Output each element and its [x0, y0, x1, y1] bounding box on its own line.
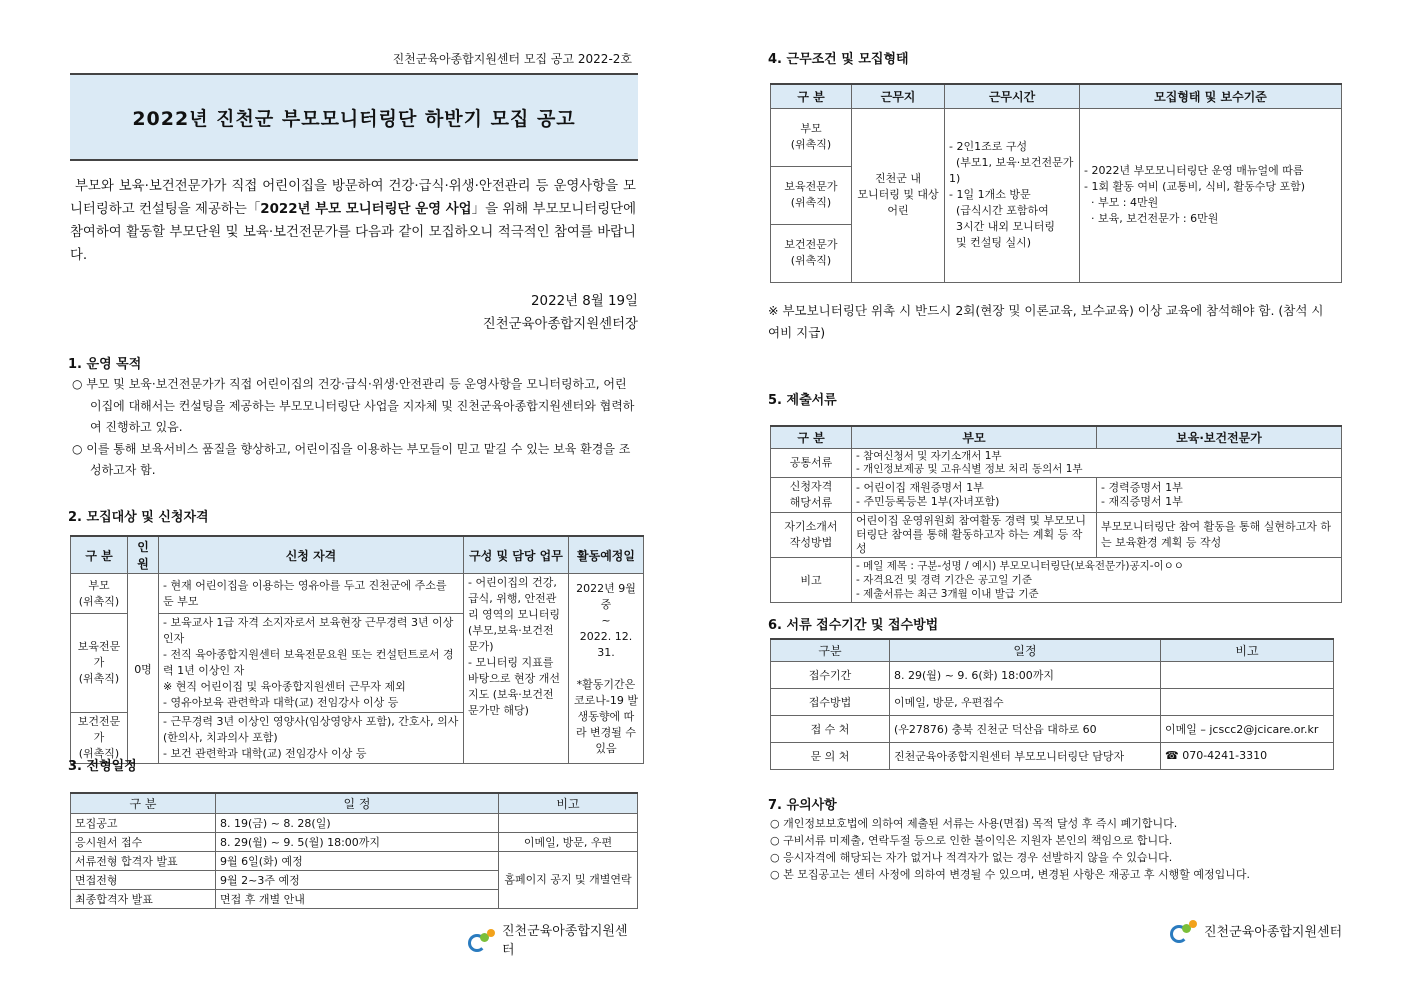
eligibility-table — [70, 535, 644, 764]
list-item: ○ 이를 통해 보육서비스 품질을 향상하고, 어린이집을 이용하는 부모들이 믿고 맡길 수 있는 보육 환경을 조성하고자 함. — [72, 441, 631, 477]
section-6-title: 6. 서류 접수기간 및 접수방법 — [768, 618, 939, 633]
table-cell: 8. 29(월) ~ 9. 6(화) 18:00까지 — [890, 661, 1161, 688]
table-cell: 보육전문가 (위촉직) — [771, 166, 852, 224]
table-cell: 부모 (위촉직) — [71, 574, 128, 614]
education-note: ※ 부모보니터링단 위촉 시 반드시 2회(현장 및 이론교육, 보수교육) 이상 교육에 참석해야 함. (참석 시 여비 지급) — [768, 303, 1324, 340]
table-header: 구분 — [771, 639, 890, 661]
table-cell: 홈페이지 공지 및 개별연락 — [499, 852, 638, 909]
table-cell: - 메일 제목 : 구분-성명 / 예시) 부모모니터링단(보육전문가)공지-이ㅇㅇ - 자격요건 및 경력 기간은 공고일 기준 - 제출서류는 최근 3개월 이내 발급 기준 — [852, 557, 1342, 602]
section-1-body — [72, 374, 638, 482]
list-item: ○ 본 모집공고는 센터 사정에 의하여 변경될 수 있으며, 변경된 사항은 재공고 후 시행할 예정입니다. — [770, 868, 1250, 881]
table-cell: 이메일, 방문, 우편접수 — [890, 688, 1161, 715]
section-2-title: 2. 모집대상 및 신청자격 — [68, 510, 209, 525]
table-cell: 보육전문가 (위촉직) — [71, 614, 128, 713]
table-header: 구 분 — [71, 536, 128, 574]
table-header: 구 분 — [71, 793, 216, 814]
table-cell: 8. 29(월) ~ 9. 5(월) 18:00까지 — [216, 833, 499, 852]
table-cell: 응시원서 접수 — [71, 833, 216, 852]
table-cell: 면접전형 — [71, 871, 216, 890]
table-cell: 비고 — [771, 557, 852, 602]
section-5-title: 5. 제출서류 — [768, 393, 837, 408]
table-cell: 진천군 내 모니터링 및 대상 어린 — [852, 108, 945, 282]
table-cell: 최종합격자 발표 — [71, 890, 216, 909]
table-cell: 어린이집 운영위원회 참여활동 경력 및 부모모니터링단 참여를 통해 활동하고자 하는 계획 등 작성 — [852, 512, 1097, 557]
notice-date: 2022년 8월 19일 — [531, 294, 638, 309]
contact-email[interactable]: 이메일 – jcscc2@jcicare.or.kr — [1161, 715, 1334, 742]
documents-table — [770, 425, 1342, 603]
notice-org: 진천군육아종합지원센터장 — [482, 317, 638, 332]
table-cell: 0명 — [128, 574, 159, 764]
footer — [468, 920, 640, 958]
schedule-table — [70, 792, 638, 909]
table-cell: 부모 (위촉직) — [771, 108, 852, 166]
table-header: 신청 자격 — [159, 536, 464, 574]
table-header: 활동예정일 — [569, 536, 644, 574]
table-cell: 자기소개서 작성방법 — [771, 512, 852, 557]
table-cell: 진천군육아종합지원센터 부모모니터링단 담당자 — [890, 742, 1161, 769]
table-cell: - 보육교사 1급 자격 소지자로서 보육현장 근무경력 3년 이상인자 - 전직 육아종합지원센터 보육전문요원 또는 컨설턴트로서 경력 1년 이상인 자 ※ 현직 어린이집 및 육아종합지원센터 근무자 제외 - 영유아보육 관련학과 대학(교) 전임강사 이상 등 — [159, 614, 464, 713]
table-cell: 신청자격 해당서류 — [771, 477, 852, 512]
table-cell — [1161, 661, 1334, 688]
table-cell: 보건전문가 (위촉직) — [771, 224, 852, 282]
section-3-title: 3. 전형일정 — [68, 759, 137, 774]
table-header: 모집형태 및 보수기준 — [1080, 84, 1342, 108]
list-item: ○ 응시자격에 해당되는 자가 없거나 적격자가 없는 경우 선발하지 않을 수 있습니다. — [770, 851, 1173, 864]
table-header: 구 분 — [771, 84, 852, 108]
table-cell: 8. 19(금) ~ 8. 28(일) — [216, 814, 499, 833]
contact-phone: ☎ 070-4241-3310 — [1161, 742, 1334, 769]
table-header: 비고 — [499, 793, 638, 814]
table-cell — [1161, 688, 1334, 715]
table-header: 인원 — [128, 536, 159, 574]
footer — [1170, 920, 1342, 940]
table-cell: - 어린이집 재원증명서 1부 - 주민등록등본 1부(자녀포함) — [852, 477, 1097, 512]
center-logo-icon — [468, 929, 498, 949]
table-cell: 접수방법 — [771, 688, 890, 715]
table-header: 일정 — [890, 639, 1161, 661]
table-cell: (우27876) 충북 진천군 덕산읍 대하로 60 — [890, 715, 1161, 742]
table-cell: 9월 6일(화) 예정 — [216, 852, 499, 871]
left-page — [70, 0, 640, 992]
table-cell: 접수기간 — [771, 661, 890, 688]
list-item: ○ 구비서류 미제출, 연락두절 등으로 인한 불이익은 지원자 본인의 책임으로 합니다. — [770, 834, 1173, 847]
notice-list — [770, 815, 1340, 883]
table-cell: - 참여신청서 및 자기소개서 1부 - 개인정보제공 및 고유식별 정보 처리 동의서 1부 — [852, 448, 1342, 477]
table-cell: 공통서류 — [771, 448, 852, 477]
table-cell: - 2인1조로 구성 (부모1, 보육·보건전문가1) - 1일 1개소 방문 (급식시간 포함하여 3시간 내외 모니터링 및 컨설팅 실시) — [945, 108, 1080, 282]
list-item: ○ 개인정보보호법에 의하여 제출된 서류는 사용(면접) 목적 달성 후 즉시 폐기합니다. — [770, 817, 1178, 830]
section-4-title: 4. 근무조건 및 모집형태 — [768, 52, 909, 67]
table-header: 보육·보건전문가 — [1097, 426, 1342, 448]
table-header: 구성 및 담당 업무 — [464, 536, 569, 574]
table-cell: 면접 후 개별 안내 — [216, 890, 499, 909]
work-conditions-table — [770, 83, 1342, 283]
section-7-title: 7. 유의사항 — [768, 798, 837, 813]
table-header: 근무시간 — [945, 84, 1080, 108]
table-header: 구 분 — [771, 426, 852, 448]
table-header: 부모 — [852, 426, 1097, 448]
table-cell: - 근무경력 3년 이상인 영양사(임상영양사 포함), 간호사, 의사(한의사, 치과의사 포함) - 보건 관련학과 대학(교) 전임강사 이상 등 — [159, 713, 464, 764]
footer-org: 진천군육아종합지원센터 — [501, 924, 628, 958]
table-header: 일 정 — [216, 793, 499, 814]
table-cell: 부모모니터링단 참여 활동을 통해 실현하고자 하는 보육환경 계획 등 작성 — [1097, 512, 1342, 557]
table-cell: 문 의 처 — [771, 742, 890, 769]
table-cell: 2022년 9월 중 ~ 2022. 12. 31. *활동기간은 코로나-19 발생동향에 따라 변경될 수 있음 — [569, 574, 644, 764]
table-cell: 서류전형 합격자 발표 — [71, 852, 216, 871]
right-page — [768, 0, 1346, 992]
intro-paragraph: 부모와 보육·보건전문가가 직접 어린이집을 방문하여 건강·급식·위생·안전관리 등 운영사항을 모니터링하고 컨설팅을 제공하는「2022년 부모 모니터링단 운영 사업」을 위해 부모모니터링단에 참여하여 활동할 부모단원 및 보육·보건전문가를 다음과 같이 모집하오니 적극적인 참여를 바랍니다. — [70, 179, 636, 263]
table-cell: - 현재 어린이집을 이용하는 영유아를 두고 진천군에 주소를 둔 부모 — [159, 574, 464, 614]
table-cell: 9월 2~3주 예정 — [216, 871, 499, 890]
page-title: 2022년 진천군 부모모니터링단 하반기 모집 공고 — [70, 73, 638, 161]
list-item: ○ 부모 및 보육·보건전문가가 직접 어린이집의 건강·급식·위생·안전관리 등 운영사항을 모니터링하고, 어린이집에 대해서는 컨설팅을 제공하는 부모모니터링단 사업을 지자체 및 진천군육아종합지원센터와 협력하여 진행하고 있음. — [72, 377, 635, 434]
table-cell: 보건전문가 (위촉직) — [71, 713, 128, 764]
application-table — [770, 638, 1334, 770]
table-cell: 모집공고 — [71, 814, 216, 833]
footer-org: 진천군육아종합지원센터 — [1204, 924, 1343, 940]
table-header: 근무지 — [852, 84, 945, 108]
table-cell: - 2022년 부모모니터링단 운영 매뉴얼에 따름 - 1회 활동 여비 (교통비, 식비, 활동수당 포함) · 부모 : 4만원 · 보육, 보건전문가 : 6만원 — [1080, 108, 1342, 282]
table-cell: 접 수 처 — [771, 715, 890, 742]
table-cell: - 경력증명서 1부 - 재직증명서 1부 — [1097, 477, 1342, 512]
table-header: 비고 — [1161, 639, 1334, 661]
notice-reference: 진천군육아종합지원센터 모집 공고 2022-2호 — [392, 52, 632, 66]
center-logo-icon — [1170, 920, 1200, 940]
table-cell — [499, 814, 638, 833]
table-cell: 이메일, 방문, 우편 — [499, 833, 638, 852]
section-1-title: 1. 운영 목적 — [68, 357, 142, 372]
table-cell: - 어린이집의 건강, 급식, 위행, 안전관리 영역의 모니터링 (부모,보육·보건전문가) - 모니터링 지표를 바탕으로 현장 개선지도 (보육·보건전문가만 해당) — [464, 574, 569, 764]
